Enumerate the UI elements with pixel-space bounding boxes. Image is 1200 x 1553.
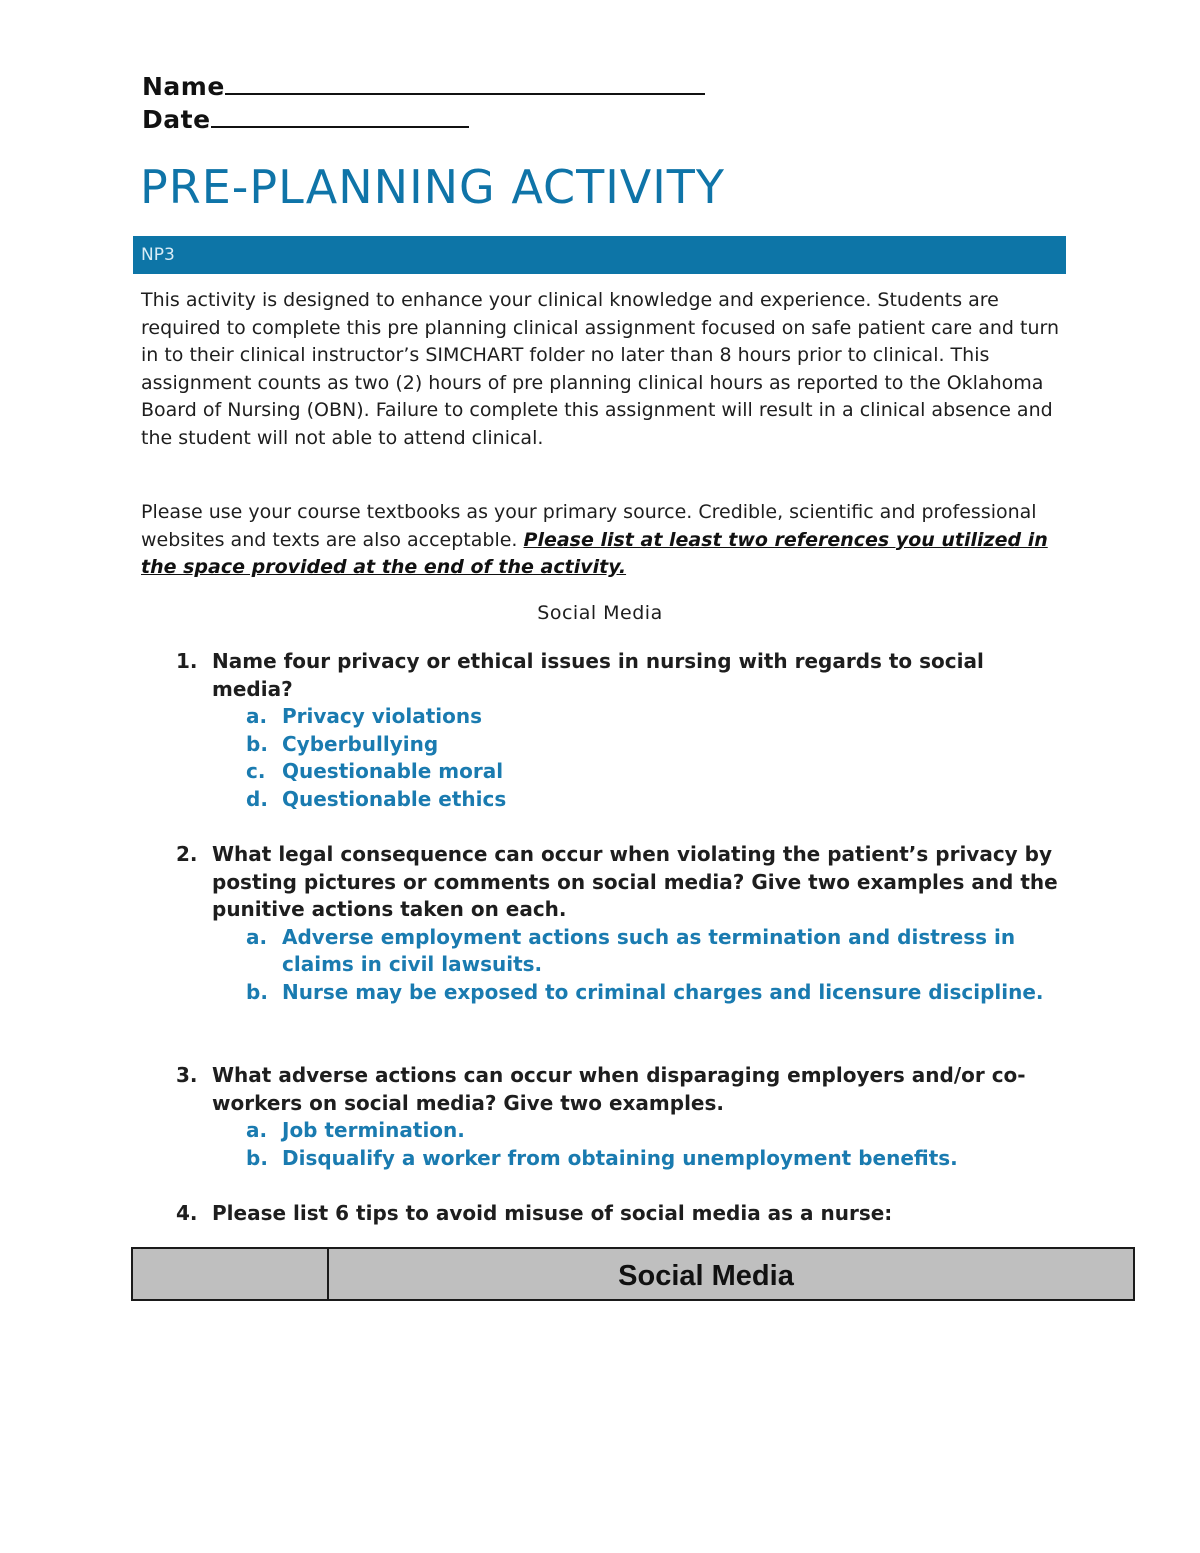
tips-table	[131, 1247, 1135, 1301]
answer-list	[246, 1117, 1066, 1172]
name-blank-line[interactable]	[225, 73, 705, 95]
answer-letter: b.	[246, 731, 268, 756]
answer-text: Nurse may be exposed to criminal charges and licensure discipline.	[282, 979, 1044, 1004]
answer-text: Adverse employment actions such as termination and distress in claims in civil lawsuits.	[282, 924, 1016, 976]
intro-paragraph: This activity is designed to enhance your clinical knowledge and experience. Students are required to complete this pre planning clinical assignment focused on safe patient care and turn in to their clinical instructor’s SIMCHART folder no later than 8 hours prior to clinical. This assignment counts as two (2) hours of pre planning clinical hours as reported to the Oklahoma Board of Nursing (OBN). Failure to complete this assignment will result in a clinical absence and the student will not able to attend clinical.	[141, 289, 1060, 449]
answer-letter: a.	[246, 924, 268, 949]
question-text: What legal consequence can occur when violating the patient’s privacy by posting pictures or comments on social media? Give two examples and the punitive actions taken on each.	[212, 842, 1058, 921]
question-number: 3.	[176, 1063, 198, 1087]
question-text: Name four privacy or ethical issues in nursing with regards to social media?	[212, 649, 984, 701]
question-item	[176, 1062, 1066, 1172]
name-field	[142, 72, 705, 101]
date-label: Date	[142, 105, 211, 134]
sources-paragraph	[141, 499, 1061, 582]
answer-text: Privacy violations	[282, 704, 483, 728]
question-item	[176, 648, 1066, 813]
answer-text: Job termination.	[282, 1118, 465, 1142]
band-label: NP3	[141, 245, 175, 265]
sources-emphasis: Please list at least two references you utilized in the space provided at the end of the activity.	[141, 528, 1048, 578]
answer-item	[246, 758, 1066, 786]
answer-letter: a.	[246, 704, 268, 728]
section-band	[133, 236, 1066, 274]
date-blank-line[interactable]	[211, 106, 469, 128]
answer-letter: c.	[246, 759, 266, 783]
answer-letter: d.	[246, 786, 268, 811]
section-title: Social Media	[537, 602, 663, 624]
answer-text: Cyberbullying	[282, 731, 439, 756]
answer-list	[246, 703, 1066, 813]
date-field	[142, 105, 469, 134]
answer-item	[246, 703, 1066, 731]
sources-text: Please use your course textbooks as your primary source. Credible, scientific and professional websites and texts are also acceptable.	[141, 501, 1037, 551]
question-item	[176, 841, 1066, 1006]
page-title: PRE-PLANNING ACTIVITY	[140, 160, 725, 214]
question-text: Please list 6 tips to avoid misuse of social media as a nurse:	[212, 1201, 893, 1225]
answer-text: Questionable ethics	[282, 786, 507, 811]
table-header-left-cell	[133, 1249, 329, 1299]
answer-letter: b.	[246, 1145, 268, 1170]
question-text: What adverse actions can occur when disparaging employers and/or co-workers on social media? Give two examples.	[212, 1063, 1026, 1115]
answer-item	[246, 979, 1066, 1007]
answer-text: Questionable moral	[282, 759, 504, 783]
question-item	[176, 1200, 1066, 1228]
answer-text: Disqualify a worker from obtaining unemployment benefits.	[282, 1145, 958, 1170]
answer-item	[246, 1117, 1066, 1145]
answer-letter: b.	[246, 979, 268, 1004]
answer-item	[246, 924, 1066, 979]
question-number: 2.	[176, 842, 198, 866]
question-number: 4.	[176, 1201, 198, 1225]
name-label: Name	[142, 72, 225, 101]
answer-letter: a.	[246, 1118, 268, 1142]
answer-list	[246, 924, 1066, 1007]
answer-item	[246, 731, 1066, 759]
table-header-right-cell: Social Media	[618, 1260, 794, 1292]
answer-item	[246, 1145, 1066, 1173]
answer-item	[246, 786, 1066, 814]
question-number: 1.	[176, 649, 198, 673]
